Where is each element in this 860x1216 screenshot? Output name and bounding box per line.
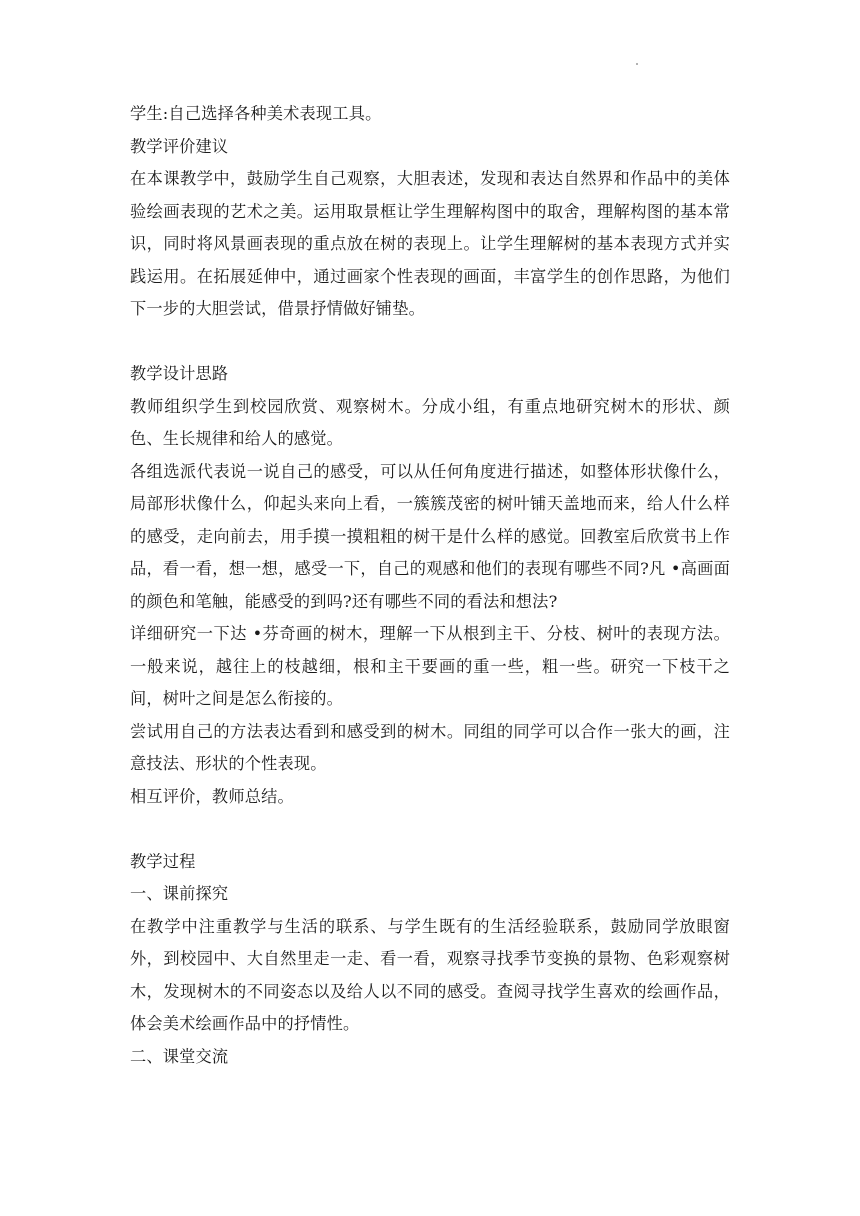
design-heading: 教学设计思路 (130, 364, 229, 383)
paragraph-spacer (130, 326, 730, 359)
evaluation-heading: 教学评价建议 (130, 136, 229, 156)
document-body (130, 98, 730, 1073)
process-subheading-2: 二、课堂交流 (130, 1046, 229, 1066)
design-paragraph-2: 各组选派代表说一说自己的感受，可以从任何角度进行描述，如整体形状像什么，局部形状像什么，仰起头来向上看，一簇簇茂密的树叶铺天盖地而来，给人什么样的感受，走向前去，用手摸一摸粗粗的树干是什么样的感觉。回教室后欣赏书上作品，看一看，想一想，感受一下，自己的观感和他们的表现有哪些不同?凡 •高画面的颜色和笔触，能感受的到吗?还有哪些不同的看法和想法? (130, 461, 730, 611)
process-subheading-1: 一、课前探究 (130, 884, 229, 903)
tools-line: 学生:自己选择各种美术表现工具。 (130, 104, 382, 123)
design-paragraph-4: 尝试用自己的方法表达看到和感受到的树木。同组的同学可以合作一张大的画，注意技法、形状的个性表现。 (130, 721, 730, 773)
design-paragraph-5: 相互评价，教师总结。 (130, 786, 294, 806)
design-paragraph-1: 教师组织学生到校园欣赏、观察树木。分成小组，有重点地研究树木的形状、颜色、生长规律和给人的感觉。 (130, 396, 730, 448)
process-paragraph-1: 在教学中注重教学与生活的联系、与学生既有的生活经验联系，鼓励同学放眼窗外，到校园中、大自然里走一走、看一看，观察寻找季节变换的景物、色彩观察树木，发现树木的不同姿态以及给人以不同的感受。查阅寻找学生喜欢的绘画作品，体会美术绘画作品中的抒情性。 (130, 916, 730, 1033)
evaluation-paragraph: 在本课教学中，鼓励学生自己观察，大胆表述，发现和表达自然界和作品中的美体验绘画表现的艺术之美。运用取景框让学生理解构图中的取舍，理解构图的基本常识，同时将风景画表现的重点放在树的表现上。让学生理解树的基本表现方式并实践运用。在拓展延伸中，通过画家个性表现的画面，丰富学生的创作思路，为他们下一步的大胆尝试，借景抒情做好铺垫。 (130, 169, 730, 318)
design-paragraph-3: 详细研究一下达 •芬奇画的树木，理解一下从根到主干、分枝、树叶的表现方法。一般来说，越往上的枝越细，根和主干要画的重一些，粗一些。研究一下枝干之间，树叶之间是怎么衔接的。 (130, 624, 730, 708)
paragraph-spacer (130, 813, 730, 846)
process-heading: 教学过程 (130, 851, 196, 871)
page-mark-dot (636, 63, 638, 65)
